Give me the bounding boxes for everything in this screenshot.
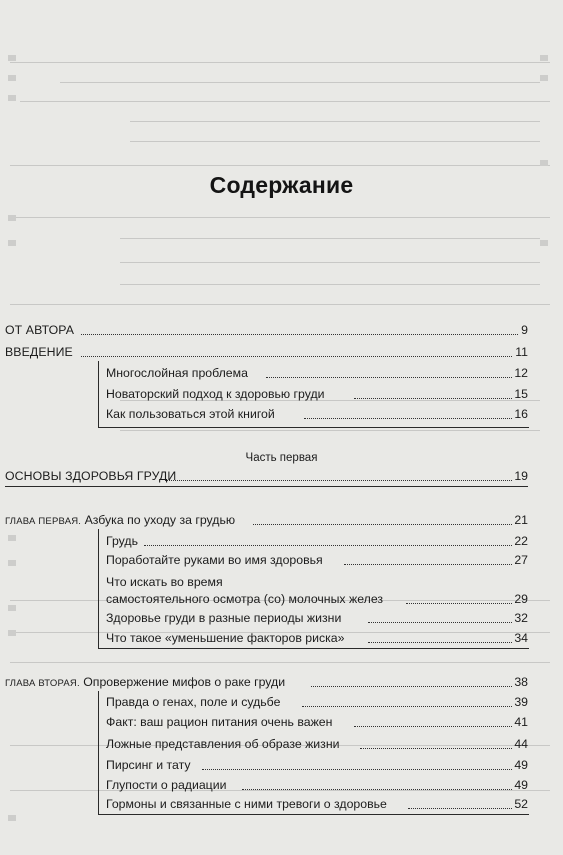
divider xyxy=(5,486,528,487)
toc-entry-introduction[interactable] xyxy=(5,343,528,361)
toc-entry-page: 41 xyxy=(514,715,528,729)
toc-entry-page: 49 xyxy=(514,758,528,772)
chapter-title: Азбука по уходу за грудью xyxy=(84,513,236,527)
dot-leader xyxy=(81,334,518,335)
toc-entry-page: 29 xyxy=(514,592,528,606)
dot-leader xyxy=(368,642,512,643)
toc-entry-page: 32 xyxy=(514,611,528,625)
toc-entry-text: Глупости о радиации xyxy=(106,778,227,792)
toc-entry-page: 38 xyxy=(514,675,528,689)
toc-subentry[interactable] xyxy=(106,735,528,753)
toc-entry-page: 22 xyxy=(514,534,528,548)
dot-leader xyxy=(242,789,512,790)
dot-leader xyxy=(165,480,512,481)
toc-entry-text: Новаторский подход к здоровью груди xyxy=(106,387,325,401)
toc-entry-text: Что искать во время xyxy=(106,575,223,589)
toc-subentry[interactable] xyxy=(106,385,528,403)
toc-entry-text: Поработайте руками во имя здоровья xyxy=(106,553,323,567)
toc-subentry[interactable] xyxy=(106,795,528,813)
toc-entry-page: 16 xyxy=(514,407,528,421)
toc-subentry[interactable] xyxy=(106,629,528,647)
toc-entry-text: Как пользоваться этой книгой xyxy=(106,407,275,421)
toc-entry-page: 52 xyxy=(514,797,528,811)
part-heading: Часть первая xyxy=(245,452,318,464)
toc-entry-text: ОТ АВТОРА xyxy=(5,323,75,337)
toc-entry-text: Пирсинг и тату xyxy=(106,758,191,772)
toc-entry-page: 19 xyxy=(514,469,528,483)
chapter-label: ГЛАВА ПЕРВАЯ. xyxy=(5,516,82,527)
toc-subentry[interactable] xyxy=(106,532,528,550)
toc-subentry[interactable] xyxy=(106,551,528,569)
toc-entry-author[interactable] xyxy=(5,321,528,339)
toc-entry-text: Правда о генах, поле и судьбе xyxy=(106,695,281,709)
chapter-two-entry[interactable] xyxy=(5,673,528,691)
toc-subentry-line xyxy=(106,573,406,591)
toc-subentry[interactable] xyxy=(106,609,528,627)
toc-subentry[interactable] xyxy=(106,693,528,711)
toc-subentry[interactable] xyxy=(106,590,528,608)
toc-entry-page: 21 xyxy=(514,513,528,527)
dot-leader xyxy=(406,603,512,604)
chapter-label: ГЛАВА ВТОРАЯ. xyxy=(5,678,80,689)
dot-leader xyxy=(354,398,512,399)
toc-entry-page: 34 xyxy=(514,631,528,645)
toc-entry-text: Здоровье груди в разные периоды жизни xyxy=(106,611,342,625)
toc-entry-text: Грудь xyxy=(106,534,138,548)
dot-leader xyxy=(408,808,512,809)
toc-entry-text: Многослойная проблема xyxy=(106,366,248,380)
toc-entry-page: 39 xyxy=(514,695,528,709)
toc-entry-page: 44 xyxy=(514,737,528,751)
dot-leader xyxy=(253,524,512,525)
toc-entry-page: 12 xyxy=(514,366,528,380)
dot-leader xyxy=(304,418,512,419)
toc-entry-page: 49 xyxy=(514,778,528,792)
dot-leader xyxy=(144,545,512,546)
toc-entry-text: Что такое «уменьшение факторов риска» xyxy=(106,631,345,645)
page-title: Содержание xyxy=(209,172,354,198)
toc-entry-page: 27 xyxy=(514,553,528,567)
dot-leader xyxy=(311,686,512,687)
toc-entry-text: ОСНОВЫ ЗДОРОВЬЯ ГРУДИ xyxy=(5,469,177,483)
dot-leader xyxy=(202,769,512,770)
toc-entry-page: 9 xyxy=(521,323,528,337)
dot-leader xyxy=(344,564,512,565)
toc-subentry[interactable] xyxy=(106,756,528,774)
dot-leader xyxy=(302,706,512,707)
dot-leader xyxy=(81,356,512,357)
toc-entry-text: Факт: ваш рацион питания очень важен xyxy=(106,715,333,729)
toc-subentry[interactable] xyxy=(106,405,528,423)
dot-leader xyxy=(266,377,512,378)
toc-entry-page: 11 xyxy=(515,345,528,359)
toc-subentry[interactable] xyxy=(106,776,528,794)
chapter-one-entry[interactable] xyxy=(5,511,528,529)
toc-subentry[interactable] xyxy=(106,364,528,382)
toc-entry-breast-health-basics[interactable] xyxy=(5,467,528,485)
toc-entry-text: самостоятельного осмотра (со) молочных желез xyxy=(106,592,384,606)
dot-leader xyxy=(360,748,512,749)
dot-leader xyxy=(368,622,512,623)
chapter-title: Опровержение мифов о раке груди xyxy=(83,675,286,689)
toc-entry-text: Гормоны и связанные с ними тревоги о здоровье xyxy=(106,797,387,811)
dot-leader xyxy=(354,726,512,727)
toc-entry-page: 15 xyxy=(514,387,528,401)
toc-entry-text: ВВЕДЕНИЕ xyxy=(5,345,73,359)
toc-entry-text: Ложные представления об образе жизни xyxy=(106,737,340,751)
toc-subentry[interactable] xyxy=(106,713,528,731)
